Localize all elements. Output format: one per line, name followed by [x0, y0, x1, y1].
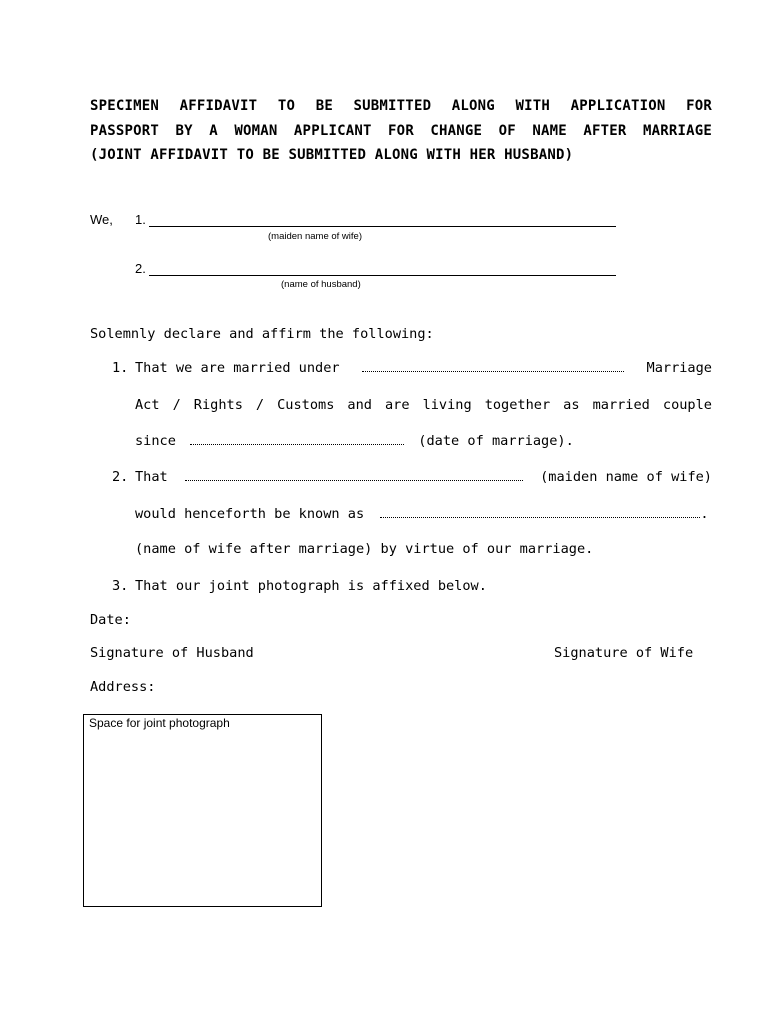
item-1-line-3-end: (date of marriage). — [418, 433, 574, 449]
signature-wife-label: Signature of Wife — [554, 645, 694, 661]
item-2-line-2 — [135, 506, 709, 522]
address-label: Address: — [90, 679, 156, 695]
marriage-act-blank[interactable] — [362, 361, 624, 372]
husband-name-blank[interactable] — [149, 263, 616, 276]
husband-name-caption: (name of husband) — [281, 279, 361, 290]
item-2-number: 2. — [112, 469, 129, 485]
item-2-line-1 — [135, 469, 712, 485]
date-of-marriage-blank[interactable] — [190, 434, 404, 445]
item-1-line-1-start: That we are married under — [135, 360, 340, 376]
item-2-line-1-start: That — [135, 469, 168, 485]
wife-maiden-name-blank[interactable] — [185, 470, 523, 481]
photo-box-label: Space for joint photograph — [89, 716, 230, 730]
signature-husband-label: Signature of Husband — [90, 645, 254, 661]
item-1-line-1-end: Marriage — [646, 360, 712, 376]
title-line-1: SPECIMEN AFFIDAVIT TO BE SUBMITTED ALONG WITH APPLICATION FOR — [90, 98, 712, 114]
item-1-line-3-start: since — [135, 433, 176, 449]
document-title — [90, 94, 712, 168]
party-1-number: 1. — [135, 212, 146, 227]
item-1-number: 1. — [112, 360, 129, 376]
title-line-3: (JOINT AFFIDAVIT TO BE SUBMITTED ALONG WITH HER HUSBAND) — [90, 147, 574, 163]
item-2-line-2-start: would henceforth be known as — [135, 506, 365, 522]
item-2-line-2-end: . — [700, 506, 709, 522]
item-1-line-3 — [135, 433, 574, 449]
joint-photograph-box — [83, 714, 322, 907]
party-2-number: 2. — [135, 261, 146, 276]
maiden-name-blank[interactable] — [149, 214, 616, 227]
item-3-line-1: That our joint photograph is affixed below. — [135, 578, 487, 594]
item-3-number: 3. — [112, 578, 129, 594]
declaration-text: Solemnly declare and affirm the following: — [90, 326, 434, 342]
title-line-2: PASSPORT BY A WOMAN APPLICANT FOR CHANGE OF NAME AFTER MARRIAGE — [90, 122, 712, 139]
date-label: Date: — [90, 612, 131, 628]
item-2-line-3: (name of wife after marriage) by virtue of our marriage. — [135, 541, 594, 557]
maiden-name-caption: (maiden name of wife) — [268, 231, 362, 242]
item-1-line-2: Act / Rights / Customs and are living together as married couple — [135, 397, 712, 413]
we-label: We, — [90, 212, 113, 227]
item-1-line-1 — [135, 360, 712, 376]
item-2-line-1-end: (maiden name of wife) — [540, 469, 712, 485]
new-name-blank[interactable] — [380, 507, 700, 518]
